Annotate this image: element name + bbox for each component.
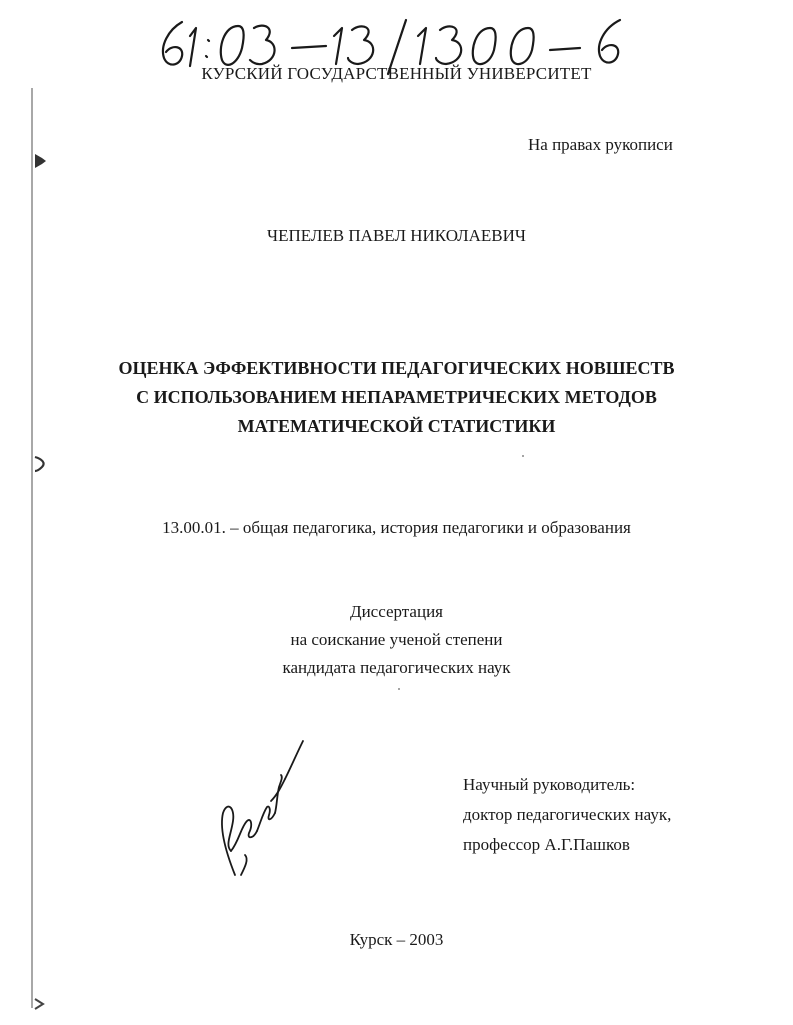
degree-line: кандидата педагогических наук [282,658,511,677]
university-name: КУРСКИЙ ГОСУДАРСТВЕННЫЙ УНИВЕРСИТЕТ [201,64,592,83]
title-line: МАТЕМАТИЧЕСКОЙ СТАТИСТИКИ [237,416,556,436]
specialty-code: 13.00.01. – общая педагогика, история педагогики и образования [162,518,631,537]
handwritten-signature [205,735,315,885]
scan-speck [522,455,524,457]
advisor-line: профессор А.Г.Пашков [463,835,630,854]
degree-statement [0,598,793,682]
binding-mark [34,455,48,473]
scientific-advisor [463,770,671,860]
advisor-line: доктор педагогических наук, [463,805,672,824]
degree-line: на соискание ученой степени [290,630,503,649]
binding-mark [34,995,48,1013]
title-line: С ИСПОЛЬЗОВАНИЕМ НЕПАРАМЕТРИЧЕСКИХ МЕТОДОВ [136,387,657,407]
degree-line: Диссертация [349,602,443,621]
advisor-line: Научный руководитель: [463,775,636,794]
city-year: Курск – 2003 [349,930,444,949]
title-line: ОЦЕНКА ЭФФЕКТИВНОСТИ ПЕДАГОГИЧЕСКИХ НОВШЕСТВ [118,358,675,378]
manuscript-note: На правах рукописи [528,135,673,154]
scan-speck [398,688,400,690]
author-name: ЧЕПЕЛЕВ ПАВЕЛ НИКОЛАЕВИЧ [267,226,526,245]
dissertation-title [0,354,793,441]
binding-mark [34,152,48,170]
